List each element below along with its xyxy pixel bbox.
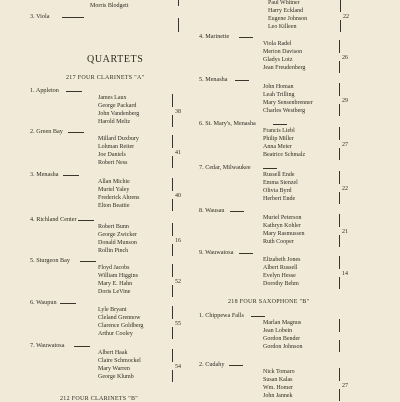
- bracket-lower: [339, 340, 340, 352]
- member-name: Rollin Pinch: [98, 248, 129, 254]
- bracket-lower: [172, 285, 173, 297]
- member-name: Leah Trilling: [263, 92, 295, 98]
- member-name: George Zwicker: [98, 232, 138, 238]
- bracket-upper: [339, 83, 340, 96]
- member-name: Arthur Cooley: [98, 331, 133, 337]
- entry-label: 5. Sturgeon Bay: [30, 257, 70, 264]
- entry-dash: [239, 253, 253, 254]
- member-name: Francis Liebl: [263, 128, 295, 134]
- bracket-lower: [339, 389, 340, 401]
- entry-dash: [263, 168, 277, 169]
- score-value: 29: [342, 98, 348, 104]
- bracket-upper: [339, 368, 340, 381]
- member-name: Albert Haak: [98, 350, 128, 356]
- bracket-lower: [172, 244, 173, 256]
- subheading-a: 217 FOUR CLARINETS "A": [66, 75, 145, 81]
- entry-label: 5. Menasha: [199, 76, 228, 83]
- entry-dash: [68, 132, 84, 133]
- bracket-upper: [172, 349, 173, 362]
- entry-label: 2. Cudahy: [199, 361, 225, 368]
- score-value: 21: [342, 229, 348, 235]
- member-name: Millard Duxbury: [98, 136, 139, 142]
- member-name: Elizabeth Jones: [263, 257, 301, 263]
- member-name: Mary Rasmussen: [263, 231, 305, 237]
- member-name: Gordon Bender: [263, 336, 301, 342]
- entry-dash: [273, 124, 287, 125]
- entry-dash: [80, 261, 96, 262]
- entry-label: 6. Waupun: [30, 299, 57, 306]
- member-name: Frederick Ahrens: [98, 195, 140, 201]
- bracket-upper: [339, 127, 340, 140]
- entry-label: 1. Appleton: [30, 87, 59, 94]
- member-name: George Packard: [98, 103, 137, 109]
- member-name: Mary Warren: [98, 366, 130, 372]
- member-name: Merion Davison: [263, 49, 303, 55]
- member-name: Muriel Peterson: [263, 215, 302, 221]
- member-name: James Laux: [98, 95, 127, 101]
- bracket-lower: [172, 115, 173, 127]
- member-name: Donald Munson: [98, 240, 137, 246]
- bracket-lower: [340, 20, 341, 32]
- bracket-lower: [339, 104, 340, 116]
- entry-dash: [235, 80, 249, 81]
- member-name: Elton Beattie: [98, 203, 130, 209]
- member-name: Kathryn Kohler: [263, 223, 301, 229]
- member-name: Eugene Johnson: [268, 16, 308, 22]
- entry-dash: [74, 346, 90, 347]
- score-value: 54: [175, 364, 181, 370]
- entry-dash: [230, 211, 244, 212]
- bracket-upper: [172, 178, 173, 191]
- member-name: Wm. Homer: [263, 385, 293, 391]
- bracket-upper: [339, 319, 340, 332]
- entry-dash: [60, 303, 76, 304]
- bracket-upper: [340, 0, 341, 12]
- member-name: Emma Stenzel: [263, 180, 298, 186]
- bracket-upper: [339, 40, 340, 53]
- member-name: Allan Michie: [98, 179, 130, 185]
- bracket-lower: [339, 192, 340, 204]
- member-name: Jean Freudenberg: [263, 65, 306, 71]
- member-name: William Higgins: [98, 273, 138, 279]
- entry-dash: [239, 37, 253, 38]
- member-name: Nick Tomaro: [263, 369, 295, 375]
- member-name: Ruth Cooper: [263, 239, 294, 245]
- score-value: 55: [175, 321, 181, 327]
- entry-dash: [66, 91, 82, 92]
- entry-dash: [229, 365, 243, 366]
- member-name: Claire Schmockel: [98, 358, 141, 364]
- member-name: Leo Killeen: [268, 24, 297, 30]
- member-name: Philip Miller: [263, 136, 294, 142]
- member-name: Jean Lobein: [263, 328, 293, 334]
- score-value: 22: [342, 186, 348, 192]
- member-name: Evelyn Hesse: [263, 273, 296, 279]
- section-heading: QUARTETS: [87, 54, 144, 65]
- member-name: Doris LeVine: [98, 289, 131, 295]
- score-value: 52: [175, 279, 181, 285]
- member-name: Beatrice Schmalz: [263, 152, 306, 158]
- bracket-upper: [172, 223, 173, 236]
- entry-label: 7. Wauwatosa: [30, 342, 65, 349]
- member-name: Olivia Byrd: [263, 188, 292, 194]
- subheading-bottom: 212 FOUR CLARINETS "B": [60, 396, 139, 402]
- member-name: Robert Bunn: [98, 224, 129, 230]
- bracket-lower: [172, 370, 173, 382]
- entry-dash: [78, 220, 94, 221]
- member-name: Viola Radel: [263, 41, 292, 47]
- member-name: Mary E. Hahn: [98, 281, 133, 287]
- entry-label: 7. Cedar, Milwaukee: [199, 164, 251, 171]
- member-name: Cleland Grennow: [98, 315, 141, 321]
- entry-dash: [251, 316, 265, 317]
- score-value: 14: [342, 271, 348, 277]
- member-name: George Klumb: [98, 374, 134, 380]
- entry-label: 4. Richland Center: [30, 216, 77, 223]
- bracket-upper: [339, 214, 340, 227]
- top-name: Morris Blodgett: [90, 3, 129, 9]
- member-name: Harry Eckland: [268, 8, 304, 14]
- entry-label: 4. Marinette: [199, 33, 230, 40]
- member-name: Anna Meier: [263, 144, 292, 150]
- member-name: Floyd Jacobs: [98, 265, 130, 271]
- top-bracket-upper: [178, 0, 179, 6]
- bracket-upper: [172, 135, 173, 148]
- subheading-b: 218 FOUR SAXOPHONE "B": [228, 299, 310, 305]
- member-name: Gladys Lotz: [263, 57, 293, 63]
- bracket-upper: [172, 306, 173, 319]
- member-name: John Homan: [263, 84, 294, 90]
- member-name: John Jannek: [263, 393, 293, 399]
- score-value: 27: [342, 142, 348, 148]
- member-name: Russell Ende: [263, 172, 295, 178]
- bracket-upper: [172, 94, 173, 107]
- top-entry: 3. Viola: [30, 13, 50, 20]
- member-name: Harold Meltz: [98, 119, 131, 125]
- entry-dash: [63, 175, 79, 176]
- member-name: John Vandenberg: [98, 111, 140, 117]
- member-name: Robert Ness: [98, 160, 128, 166]
- entry-label: 8. Wausau: [199, 207, 225, 214]
- member-name: Mary Sensenbrenner: [263, 100, 313, 106]
- entry-label: 1. Chippewa Falls: [199, 312, 244, 319]
- entry-dash: [62, 17, 84, 18]
- entry-label: 6. St. Mary's, Menasha: [199, 120, 256, 127]
- member-name: Charles Westberg: [263, 108, 306, 114]
- member-name: Susan Kalas: [263, 377, 293, 383]
- member-name: Dorothy Behm: [263, 281, 299, 287]
- member-name: Lohman Reiter: [98, 144, 135, 150]
- entry-label: 3. Menasha: [30, 171, 59, 178]
- bracket-lower: [172, 156, 173, 168]
- member-name: Muriel Yaley: [98, 187, 130, 193]
- member-name: Clarence Goldberg: [98, 323, 144, 329]
- entry-label: 9. Wauwatosa: [199, 249, 234, 256]
- top-bracket: [178, 18, 179, 32]
- score-value: 27: [342, 383, 348, 389]
- bracket-lower: [339, 235, 340, 247]
- member-name: Marlan Magnus: [263, 320, 302, 326]
- member-name: Joe Daniels: [98, 152, 126, 158]
- bracket-lower: [339, 61, 340, 73]
- member-name: Herbert Ende: [263, 196, 296, 202]
- bracket-upper: [172, 264, 173, 277]
- member-name: Albert Russell: [263, 265, 298, 271]
- score-value: 22: [343, 14, 349, 20]
- bracket-lower: [172, 199, 173, 211]
- bracket-upper: [339, 171, 340, 184]
- score-value: 16: [175, 238, 181, 244]
- bracket-lower: [172, 327, 173, 339]
- score-value: 38: [175, 109, 181, 115]
- bracket-upper: [339, 256, 340, 269]
- entry-label: 2. Green Bay: [30, 128, 63, 135]
- member-name: Gordon Johnson: [263, 344, 303, 350]
- bracket-lower: [339, 277, 340, 289]
- member-name: Paul Whitner: [268, 0, 300, 6]
- member-name: Lyle Bryant: [98, 307, 127, 313]
- score-value: 26: [342, 55, 348, 61]
- bracket-lower: [339, 148, 340, 160]
- score-value: 40: [175, 193, 181, 199]
- score-value: 41: [175, 150, 181, 156]
